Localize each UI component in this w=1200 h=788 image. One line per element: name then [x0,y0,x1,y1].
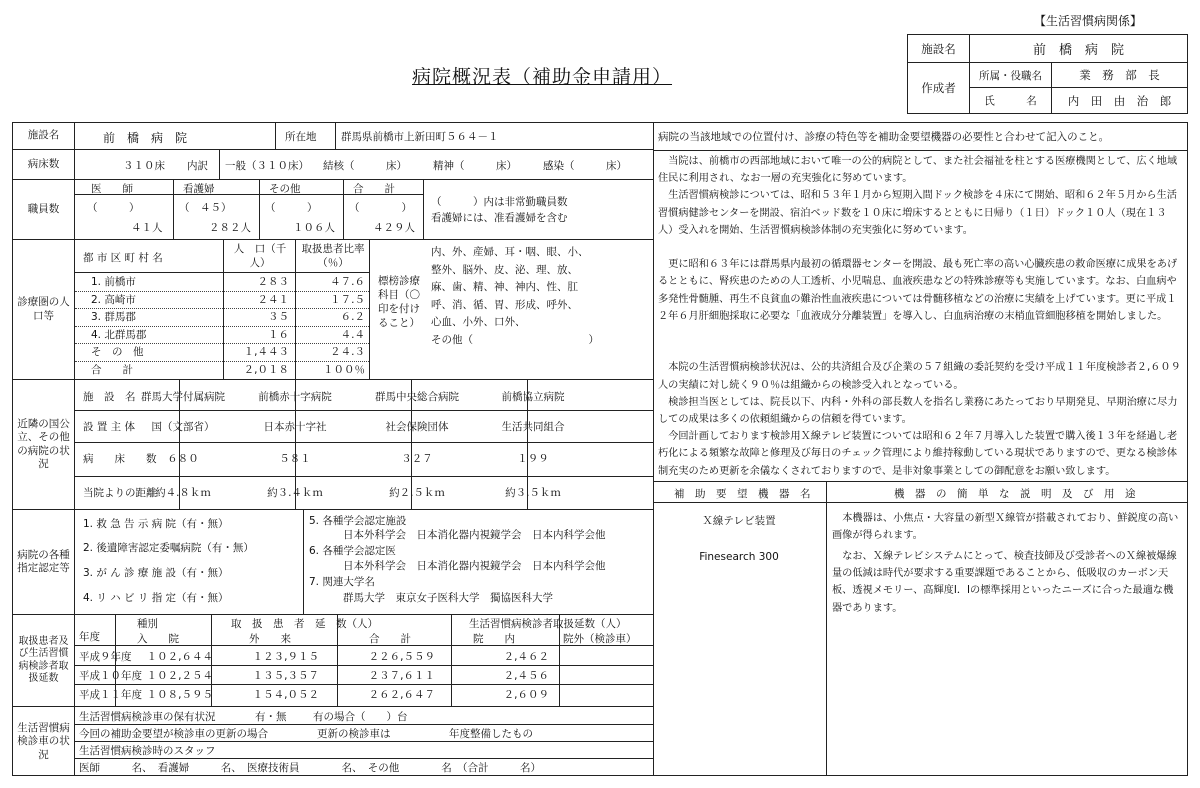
facility-label-main: 施設名 [13,123,75,149]
patients-col-line [559,615,560,706]
patients-out-cell: １３５,３５７ [252,670,319,682]
desig-s7: 7. 関連大学名 [309,576,375,588]
nearby-divider [75,410,653,411]
patients-out-cell: １２３,９１５ [252,651,319,663]
row-designation [13,510,653,615]
nearby-row-label: 病 床 数 [83,453,157,465]
right-paragraph: 本院の生活習慣病検診状況は、公的共済組合及び企業の５７組織の委託契約を受け平成１１年度検診者２,６０９人の実績に対し続く９０％は組織からの検診受入れとなっている。 [658,362,1181,391]
pop-city: そ の 他 [91,346,144,358]
page-title: 病院概況表（補助金申請用） [412,66,673,88]
row-beds [13,150,653,180]
nearby-cell: 生活共同組合 [501,421,565,433]
desig-item-2: 2. 後遺障害認定委嘱病院（有・無） [83,542,254,554]
beds-breakdown-label: 内訳 [187,160,208,172]
equipment-head-desc: 機 器 の 簡 単 な 説 明 及 び 用 途 [894,488,1136,500]
patients-year-cell: 平成９年度 [79,651,132,663]
nearby-row-label: 当院よりの距離 [83,487,157,499]
right-intro: 病院の当該地域での位置付け、診療の特色等を補助金要望機器の必要性と合わせて記入のこと。 [658,131,1110,143]
patients-hosp-cell: ２,４５６ [503,670,549,682]
car-renew-value: 年度整備したもの [449,728,533,740]
car-own-case: 有の場合（ ）台 [313,711,408,723]
desig-s6: 6. 各種学会認定医 [309,545,396,557]
pop-people: １６ [268,328,289,341]
patients-out-cell: １５４,０５２ [252,689,319,701]
author-label: 作成者 [908,63,970,113]
desig-s5-value: 日本外科学会 日本消化器内視鏡学会 日本内科学会他 [343,529,606,541]
pop-ratio: ４.４ [340,328,365,341]
designation-label: 病院の各種指定認定等 [13,510,75,614]
equipment-desc: 本機器は、小焦点・大容量の新型Ｘ線管が搭載されており、鮮鋭度の高い画像が得られます。 [832,513,1179,542]
nearby-col-line [527,380,528,509]
right-paragraph: 更に昭和６３年には群馬県内最初の循環器センターを開設、最も死亡率の高い心臓疾患の救命医療に成果をあげるとともに、腎疾患のための人工透析、小児喘息、血液疾患などの特殊診療等も実施しています。なお、白血病や多発性骨髄腫、再生不良貧血の難治性血液疾患については骨髄移植などの治療に実績を上げています。更に平成１２年６月肝細胞採取に必要な「血液成分分離装置」を導入し、白血病治療の末梢血管細胞移植を開始しました。 [658,259,1178,322]
nearby-col-line [179,380,180,509]
dept-line: その他（ ） [431,333,599,346]
nearby-cell: 群馬大学付属病院 [141,391,225,403]
pop-ratio: ４７.６ [330,276,365,288]
row-staff [13,180,653,240]
dept-label: 所属・役職名 [970,63,1052,88]
facility-name-main: 前 橋 病 院 [103,131,188,145]
staff-full-other: １０６人 [293,222,335,234]
row-patients [13,615,653,707]
staff-part-total: （ ） [349,202,412,214]
dept-line: 心血、小外、口外、 [431,316,526,328]
nearby-col-line [295,380,296,509]
nearby-cell: 社会保険団体 [385,421,449,433]
pop-ratio: １７.５ [330,293,365,306]
staff-note1: （ ）内は非常勤職員数 [431,196,568,208]
car-staff: 生活習慣病検診時のスタッフ [79,745,216,757]
car-own-value: 有・無 [255,711,287,723]
pop-city: 合 計 [91,363,133,376]
name-label: 氏 名 [970,88,1052,113]
pop-city: 1. 前橋市 [91,276,136,288]
patients-year-cell: 平成１１年度 [79,689,142,701]
row-car [13,707,653,776]
nearby-cell: 約２.５ｋｍ [389,487,445,499]
patients-in-cell: １０２,２５４ [146,670,213,682]
beds-psych: 精神（ 床） [433,160,517,172]
patients-total-cell: ２３７,６１１ [368,670,435,682]
pop-ratio: ６.２ [340,311,365,323]
right-paragraph: 生活習慣病検診については、昭和５３年１月から短期入間ドック検診を４床にて開始、昭和６２年５月から生活習慣病健診センターを開設、宿泊ベッド数を１０床に増床するとともに日帰り（１日）ドック１０人（現在１３人）受入れを開始、生活習慣病検診体制の充実強化に努めています。 [658,190,1177,236]
dept-line: 呼、消、循、胃、形成、呼外、 [431,298,578,311]
patients-year-cell: 平成１０年度 [79,670,142,682]
patients-col-line [451,615,452,706]
patients-year: 年度 [79,631,100,643]
beds-infect: 感染（ 床） [543,160,627,172]
row-nearby [13,380,653,510]
nearby-cell: 約３.４ｋｍ [267,487,323,499]
equipment-name: Finesearch 300 [699,551,779,563]
dept-line: 整外、脳外、皮、泌、理、放、 [431,263,578,276]
equipment-desc: なお、Ｘ線テレビシステムにとって、検査技師及び受診者へのＸ線被爆線量の低減は時代が要求する重要課題であることから、低吸収のカーボン天板、透視メモリー、高輝度Ⅰ．Ⅰの標準採用といったニーズに合った最適な機器であります。 [832,551,1177,614]
beds-total: ３１０床 [123,160,165,172]
staff-label: 職員数 [13,180,75,239]
patients-h-in: 入 院 [137,633,179,645]
pop-head-city: 都 市 区 町 村 名 [83,252,163,264]
patients-h-total: 合 計 [369,633,411,645]
equipment-head-name: 補 助 要 望 機 器 名 [674,488,811,500]
nearby-cell: ６８０ [167,453,199,465]
patients-divider [75,684,653,685]
patients-hosp-cell: ２,６０９ [503,689,549,701]
pop-people: ３５ [268,311,289,323]
staff-full-nurse: ２８２人 [209,222,251,234]
row-population [13,240,653,380]
equipment-head [654,481,1187,503]
desig-s5: 5. 各種学会認定施設 [309,515,407,527]
patients-h-hosp: 院 内 [473,633,515,645]
header-box [907,34,1188,114]
staff-head-total: 合 計 [353,183,395,195]
car-staff-value: 医師 名、 看護婦 名、 医療技術員 名、 その他 名 （合計 名） [79,762,541,774]
patients-hosp-cell: ２,４６２ [503,651,549,663]
pop-divider [75,361,369,362]
pop-divider [75,343,369,344]
patients-total-cell: ２２６,５５９ [368,651,435,663]
car-renew: 今回の補助金要望が検診車の更新の場合 [79,728,268,740]
main-table [12,122,654,776]
patients-head: 取 扱 患 者 延 数（人） [231,618,378,630]
right-paragraph: 当院は、前橋市の西部地域において唯一の公的病院として、また社会福祉を柱とする医療機関として、広く地域住民に利用され、なお一層の充実強化に努めています。 [658,156,1178,185]
patients-divider [75,645,653,646]
patients-h-check: 生活習慣病検診者取扱延数（人） [469,618,627,630]
right-panel [654,122,1188,776]
nearby-row-label: 施 設 名 [83,391,136,403]
nearby-divider [75,476,653,477]
pop-people: ２４１ [257,293,289,306]
patients-in-cell: １０８,５９５ [146,689,213,701]
staff-part-nurse: （ ４５） [179,202,232,214]
nearby-cell: ３２７ [401,453,433,465]
pop-divider [75,326,369,327]
car-label: 生活習慣病検診車の状況 [13,707,75,776]
patients-label: 取扱患者及び生活習慣病検診者取扱延数 [13,615,75,706]
car-renew-car: 更新の検診車は [317,728,391,740]
facility-name: 前 橋 病 院 [970,35,1187,63]
pop-head-people: 人 口（千人） [233,243,287,269]
staff-note2: 看護婦には、准看護婦を含む [431,212,568,224]
pop-people: ２８３ [257,276,289,288]
staff-head-doctor: 医 師 [91,183,133,195]
nearby-cell: ５８１ [279,453,311,465]
right-paragraph: 今回計画しております検診用Ｘ線テレビ装置については昭和６２年７月導入した装置で購入後１３年を経過し老朽化による頻繁な故障と修理及び毎日のチェック管理により維持稼動している現状でありますので、更なる検診体制充実のため更新を余儀なくされておりますので、是非対象事業としての御配意をお願い致します。 [658,431,1178,477]
staff-full-total: ４２９人 [373,222,415,234]
nearby-cell: 国（文部省） [151,421,215,433]
pop-people: １,４４３ [243,346,289,358]
desig-item-3: 3. が ん 診 療 施 設（有・無） [83,567,229,579]
staff-part-doctor: （ ） [87,202,140,214]
pop-city: 2. 高崎市 [91,293,136,306]
patients-col-line [115,615,116,706]
pop-head-ratio: 取扱患者比率（％） [301,243,365,269]
pop-city: 3. 群馬郡 [91,311,136,323]
nearby-cell: １９９ [517,453,549,465]
nearby-cell: 日本赤十字社 [263,421,327,433]
nearby-row-label: 設 置 主 体 [83,421,136,433]
beds-tb: 結核（ 床） [323,160,407,172]
staff-part-other: （ ） [265,202,318,214]
nearby-cell: 群馬中央総合病院 [375,391,459,403]
category-label: 【生活習慣病関係】 [1034,14,1143,28]
nearby-cell: 約３.５ｋｍ [505,487,561,499]
car-own: 生活習慣病検診車の保有状況 [79,711,216,723]
address-value: 群馬県前橋市上新田町５６４－１ [341,131,499,143]
facility-label: 施設名 [908,35,970,63]
pop-people: ２,０１８ [243,363,289,376]
pop-city: 4. 北群馬郡 [91,328,147,341]
pop-divider [75,291,369,292]
nearby-cell: 前橋赤十字病院 [258,391,332,403]
dept-line: 内、外、産婦、耳・咽、眼、小、 [431,246,589,258]
nearby-cell: 約４.８ｋｍ [155,487,211,499]
desig-item-4: 4. リ ハ ビ リ 指 定（有・無） [83,592,229,604]
name-value: 内 田 由 治 郎 [1067,93,1172,108]
beds-general: 一般（３１０床） [225,160,309,172]
patients-col-line [211,615,212,706]
right-paragraph: 検診担当医としては、院長以下、内科・外科の部長数人を指名し業務にあたっており早期発見、早期治療に尽力しての成果は多くの依頼組織からの信頼を得ています。 [658,396,1178,425]
equipment-name: Ｘ線テレビ装置 [702,515,776,527]
patients-col-line [337,615,338,706]
desig-item-1: 1. 救 急 告 示 病 院（有・無） [83,518,229,530]
population-label: 診療圏の人口等 [13,240,75,379]
nearby-cell: 前橋協立病院 [501,391,565,403]
staff-head-other: その他 [269,183,301,195]
address-label: 所在地 [285,131,317,143]
patients-h-car: 院外（検診車） [563,633,637,645]
pop-ratio: ２４.３ [330,346,365,358]
nearby-label: 近隣の国公立、その他の病院の状況 [13,380,75,509]
patients-divider [75,665,653,666]
staff-head-nurse: 看護婦 [183,183,215,195]
nearby-divider [75,442,653,443]
dept-line: 麻、歯、精、神、神内、性、肛 [431,281,578,293]
pop-divider [75,308,369,309]
patients-total-cell: ２６２,６４７ [368,689,435,701]
patients-h-out: 外 来 [249,633,291,645]
row-basic [13,123,653,150]
dept-label-list: 標榜診療科目（〇印を付けること） [378,275,420,329]
desig-s6-value: 日本外科学会 日本消化器内視鏡学会 日本内科学会他 [343,560,606,572]
staff-full-doctor: ４１人 [131,222,163,234]
nearby-col-line [411,380,412,509]
beds-label: 病床数 [13,150,75,179]
dept-value: 業 務 部 長 [1052,63,1187,88]
desig-s7-value: 群馬大学 東京女子医科大学 獨協医科大学 [343,592,553,604]
patients-kind: 種別 [137,618,158,630]
pop-ratio: １００％ [323,363,365,376]
patients-in-cell: １０２,６４４ [146,651,213,663]
